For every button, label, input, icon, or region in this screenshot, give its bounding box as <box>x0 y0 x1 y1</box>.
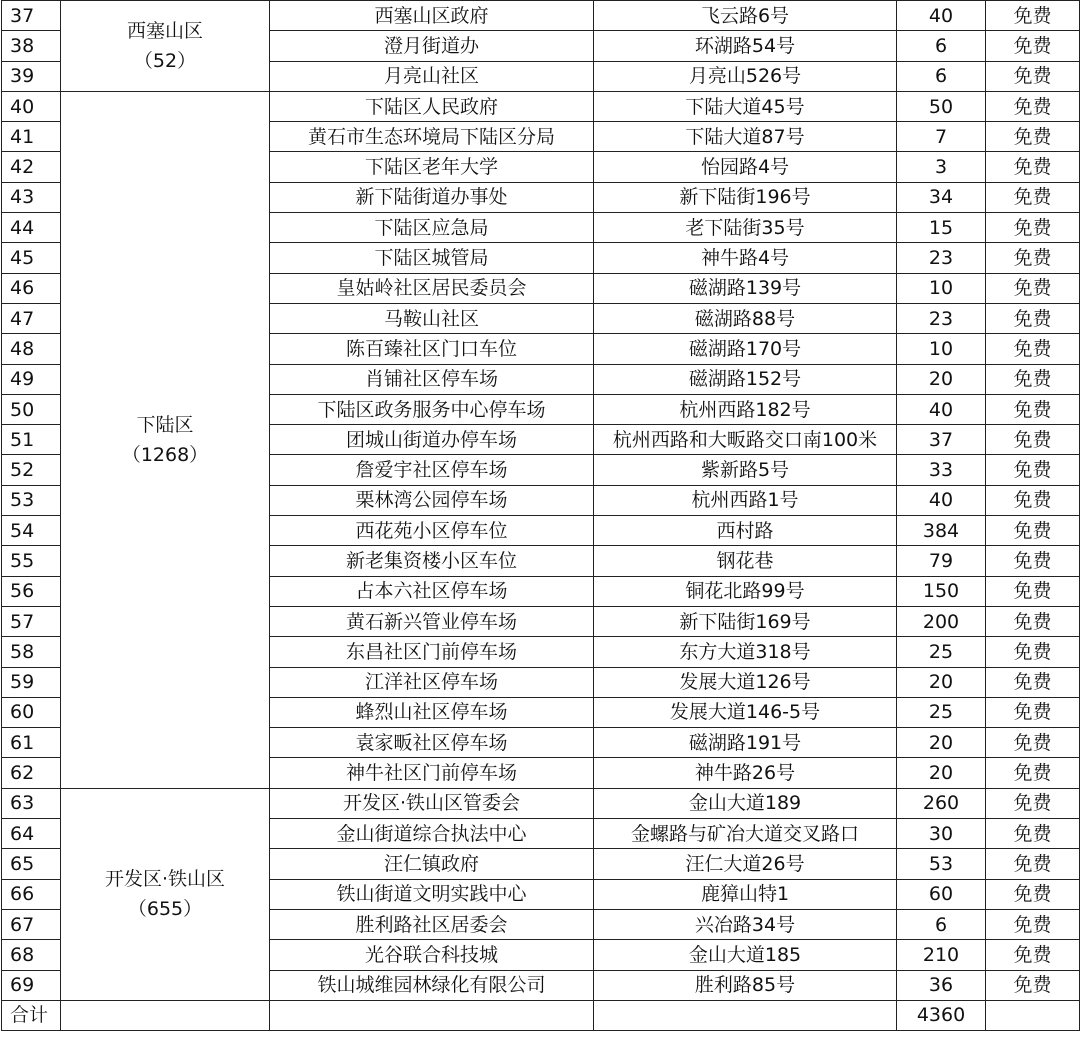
location-name: 西塞山区政府 <box>270 1 594 31</box>
row-number: 50 <box>2 394 61 424</box>
fee-status: 免费 <box>986 425 1080 455</box>
space-count: 6 <box>897 909 986 939</box>
space-count: 6 <box>897 31 986 61</box>
district-total: （1268） <box>121 443 209 466</box>
row-number: 59 <box>2 667 61 697</box>
row-number: 64 <box>2 819 61 849</box>
row-number: 49 <box>2 364 61 394</box>
district-cell <box>61 788 270 1000</box>
fee-status: 免费 <box>986 758 1080 788</box>
location-name: 肖铺社区停车场 <box>270 364 594 394</box>
location-address: 金山大道189 <box>594 788 897 818</box>
fee-status: 免费 <box>986 152 1080 182</box>
location-name: 光谷联合科技城 <box>270 940 594 970</box>
fee-status: 免费 <box>986 243 1080 273</box>
total-row <box>2 1000 1080 1030</box>
fee-status: 免费 <box>986 788 1080 818</box>
fee-status: 免费 <box>986 485 1080 515</box>
space-count: 23 <box>897 243 986 273</box>
row-number: 51 <box>2 425 61 455</box>
space-count: 20 <box>897 364 986 394</box>
location-name: 马鞍山社区 <box>270 303 594 333</box>
space-count: 200 <box>897 606 986 636</box>
location-address: 钢花巷 <box>594 546 897 576</box>
location-address: 怡园路4号 <box>594 152 897 182</box>
fee-status: 免费 <box>986 819 1080 849</box>
district-cell <box>61 91 270 788</box>
location-name: 西花苑小区停车位 <box>270 516 594 546</box>
location-address: 金螺路与矿冶大道交叉路口 <box>594 819 897 849</box>
row-number: 55 <box>2 546 61 576</box>
location-name: 占本六社区停车场 <box>270 576 594 606</box>
location-name: 袁家畈社区停车场 <box>270 728 594 758</box>
district-name: 下陆区 <box>136 413 194 436</box>
location-name: 新下陆街道办事处 <box>270 182 594 212</box>
row-number: 38 <box>2 31 61 61</box>
location-name: 胜利路社区居委会 <box>270 909 594 939</box>
fee-status: 免费 <box>986 273 1080 303</box>
row-number: 39 <box>2 61 61 91</box>
row-number: 66 <box>2 879 61 909</box>
location-name: 神牛社区门前停车场 <box>270 758 594 788</box>
location-address: 磁湖路88号 <box>594 303 897 333</box>
location-address: 磁湖路191号 <box>594 728 897 758</box>
parking-table-body <box>2 1 1080 1001</box>
location-address: 金山大道185 <box>594 940 897 970</box>
location-address: 下陆大道87号 <box>594 122 897 152</box>
location-address: 胜利路85号 <box>594 970 897 1000</box>
space-count: 15 <box>897 213 986 243</box>
space-count: 23 <box>897 303 986 333</box>
row-number: 67 <box>2 909 61 939</box>
row-number: 54 <box>2 516 61 546</box>
fee-status: 免费 <box>986 122 1080 152</box>
total-empty-name <box>270 1000 594 1030</box>
location-name: 金山街道综合执法中心 <box>270 819 594 849</box>
location-address: 西村路 <box>594 516 897 546</box>
location-name: 蜂烈山社区停车场 <box>270 697 594 727</box>
location-address: 月亮山526号 <box>594 61 897 91</box>
fee-status: 免费 <box>986 31 1080 61</box>
location-address: 杭州西路1号 <box>594 485 897 515</box>
location-address: 鹿獐山特1 <box>594 879 897 909</box>
space-count: 7 <box>897 122 986 152</box>
location-address: 老下陆街35号 <box>594 213 897 243</box>
location-name: 栗林湾公园停车场 <box>270 485 594 515</box>
location-name: 黄石市生态环境局下陆区分局 <box>270 122 594 152</box>
space-count: 6 <box>897 61 986 91</box>
space-count: 25 <box>897 697 986 727</box>
district-cell <box>61 1 270 92</box>
space-count: 40 <box>897 394 986 424</box>
location-name: 澄月街道办 <box>270 31 594 61</box>
location-address: 磁湖路139号 <box>594 273 897 303</box>
space-count: 3 <box>897 152 986 182</box>
fee-status: 免费 <box>986 909 1080 939</box>
fee-status: 免费 <box>986 728 1080 758</box>
location-address: 兴冶路34号 <box>594 909 897 939</box>
location-address: 发展大道126号 <box>594 667 897 697</box>
fee-status: 免费 <box>986 576 1080 606</box>
location-name: 汪仁镇政府 <box>270 849 594 879</box>
space-count: 36 <box>897 970 986 1000</box>
location-address: 飞云路6号 <box>594 1 897 31</box>
space-count: 20 <box>897 758 986 788</box>
space-count: 20 <box>897 667 986 697</box>
space-count: 40 <box>897 485 986 515</box>
space-count: 37 <box>897 425 986 455</box>
total-count: 4360 <box>897 1000 986 1030</box>
fee-status: 免费 <box>986 91 1080 121</box>
location-name: 黄石新兴管业停车场 <box>270 606 594 636</box>
space-count: 60 <box>897 879 986 909</box>
district-total: （655） <box>127 898 203 921</box>
location-name: 下陆区政务服务中心停车场 <box>270 394 594 424</box>
table-row <box>2 788 1080 818</box>
fee-status: 免费 <box>986 334 1080 364</box>
row-number: 45 <box>2 243 61 273</box>
row-number: 63 <box>2 788 61 818</box>
row-number: 41 <box>2 122 61 152</box>
location-name: 下陆区城管局 <box>270 243 594 273</box>
row-number: 61 <box>2 728 61 758</box>
fee-status: 免费 <box>986 940 1080 970</box>
location-name: 铁山街道文明实践中心 <box>270 879 594 909</box>
fee-status: 免费 <box>986 394 1080 424</box>
total-empty-fee <box>986 1000 1080 1030</box>
space-count: 40 <box>897 1 986 31</box>
fee-status: 免费 <box>986 697 1080 727</box>
space-count: 79 <box>897 546 986 576</box>
row-number: 62 <box>2 758 61 788</box>
row-number: 53 <box>2 485 61 515</box>
location-name: 铁山城维园林绿化有限公司 <box>270 970 594 1000</box>
row-number: 58 <box>2 637 61 667</box>
district-name: 西塞山区 <box>126 19 203 42</box>
location-address: 铜花北路99号 <box>594 576 897 606</box>
space-count: 53 <box>897 849 986 879</box>
location-name: 下陆区应急局 <box>270 213 594 243</box>
total-empty-district <box>61 1000 270 1030</box>
district-name: 开发区·铁山区 <box>104 868 226 891</box>
space-count: 260 <box>897 788 986 818</box>
total-label: 合计 <box>2 1000 61 1030</box>
location-address: 环湖路54号 <box>594 31 897 61</box>
space-count: 10 <box>897 273 986 303</box>
location-address: 东方大道318号 <box>594 637 897 667</box>
space-count: 34 <box>897 182 986 212</box>
table-row <box>2 91 1080 121</box>
location-name: 开发区·铁山区管委会 <box>270 788 594 818</box>
row-number: 42 <box>2 152 61 182</box>
location-address: 磁湖路152号 <box>594 364 897 394</box>
space-count: 10 <box>897 334 986 364</box>
location-address: 磁湖路170号 <box>594 334 897 364</box>
location-address: 神牛路4号 <box>594 243 897 273</box>
fee-status: 免费 <box>986 303 1080 333</box>
location-address: 发展大道146-5号 <box>594 697 897 727</box>
location-address: 杭州西路182号 <box>594 394 897 424</box>
location-name: 陈百臻社区门口车位 <box>270 334 594 364</box>
row-number: 44 <box>2 213 61 243</box>
space-count: 150 <box>897 576 986 606</box>
fee-status: 免费 <box>986 606 1080 636</box>
location-address: 紫新路5号 <box>594 455 897 485</box>
fee-status: 免费 <box>986 637 1080 667</box>
location-address: 新下陆街196号 <box>594 182 897 212</box>
fee-status: 免费 <box>986 667 1080 697</box>
location-address: 神牛路26号 <box>594 758 897 788</box>
row-number: 60 <box>2 697 61 727</box>
row-number: 57 <box>2 606 61 636</box>
fee-status: 免费 <box>986 970 1080 1000</box>
space-count: 50 <box>897 91 986 121</box>
location-address: 下陆大道45号 <box>594 91 897 121</box>
fee-status: 免费 <box>986 879 1080 909</box>
fee-status: 免费 <box>986 546 1080 576</box>
row-number: 56 <box>2 576 61 606</box>
row-number: 52 <box>2 455 61 485</box>
location-address: 汪仁大道26号 <box>594 849 897 879</box>
location-name: 东昌社区门前停车场 <box>270 637 594 667</box>
location-name: 月亮山社区 <box>270 61 594 91</box>
fee-status: 免费 <box>986 516 1080 546</box>
location-name: 皇姑岭社区居民委员会 <box>270 273 594 303</box>
location-name: 詹爱宇社区停车场 <box>270 455 594 485</box>
space-count: 30 <box>897 819 986 849</box>
fee-status: 免费 <box>986 849 1080 879</box>
row-number: 48 <box>2 334 61 364</box>
fee-status: 免费 <box>986 213 1080 243</box>
row-number: 40 <box>2 91 61 121</box>
location-address: 杭州西路和大畈路交口南100米 <box>594 425 897 455</box>
space-count: 384 <box>897 516 986 546</box>
row-number: 37 <box>2 1 61 31</box>
row-number: 43 <box>2 182 61 212</box>
space-count: 33 <box>897 455 986 485</box>
row-number: 65 <box>2 849 61 879</box>
fee-status: 免费 <box>986 364 1080 394</box>
row-number: 46 <box>2 273 61 303</box>
fee-status: 免费 <box>986 455 1080 485</box>
fee-status: 免费 <box>986 182 1080 212</box>
fee-status: 免费 <box>986 61 1080 91</box>
location-name: 江洋社区停车场 <box>270 667 594 697</box>
parking-table <box>1 0 1080 1031</box>
row-number: 69 <box>2 970 61 1000</box>
row-number: 47 <box>2 303 61 333</box>
location-name: 团城山街道办停车场 <box>270 425 594 455</box>
location-address: 新下陆街169号 <box>594 606 897 636</box>
space-count: 20 <box>897 728 986 758</box>
location-name: 新老集资楼小区车位 <box>270 546 594 576</box>
fee-status: 免费 <box>986 1 1080 31</box>
row-number: 68 <box>2 940 61 970</box>
table-row <box>2 1 1080 31</box>
space-count: 210 <box>897 940 986 970</box>
location-name: 下陆区老年大学 <box>270 152 594 182</box>
district-total: （52） <box>133 49 197 72</box>
space-count: 25 <box>897 637 986 667</box>
total-empty-address <box>594 1000 897 1030</box>
location-name: 下陆区人民政府 <box>270 91 594 121</box>
